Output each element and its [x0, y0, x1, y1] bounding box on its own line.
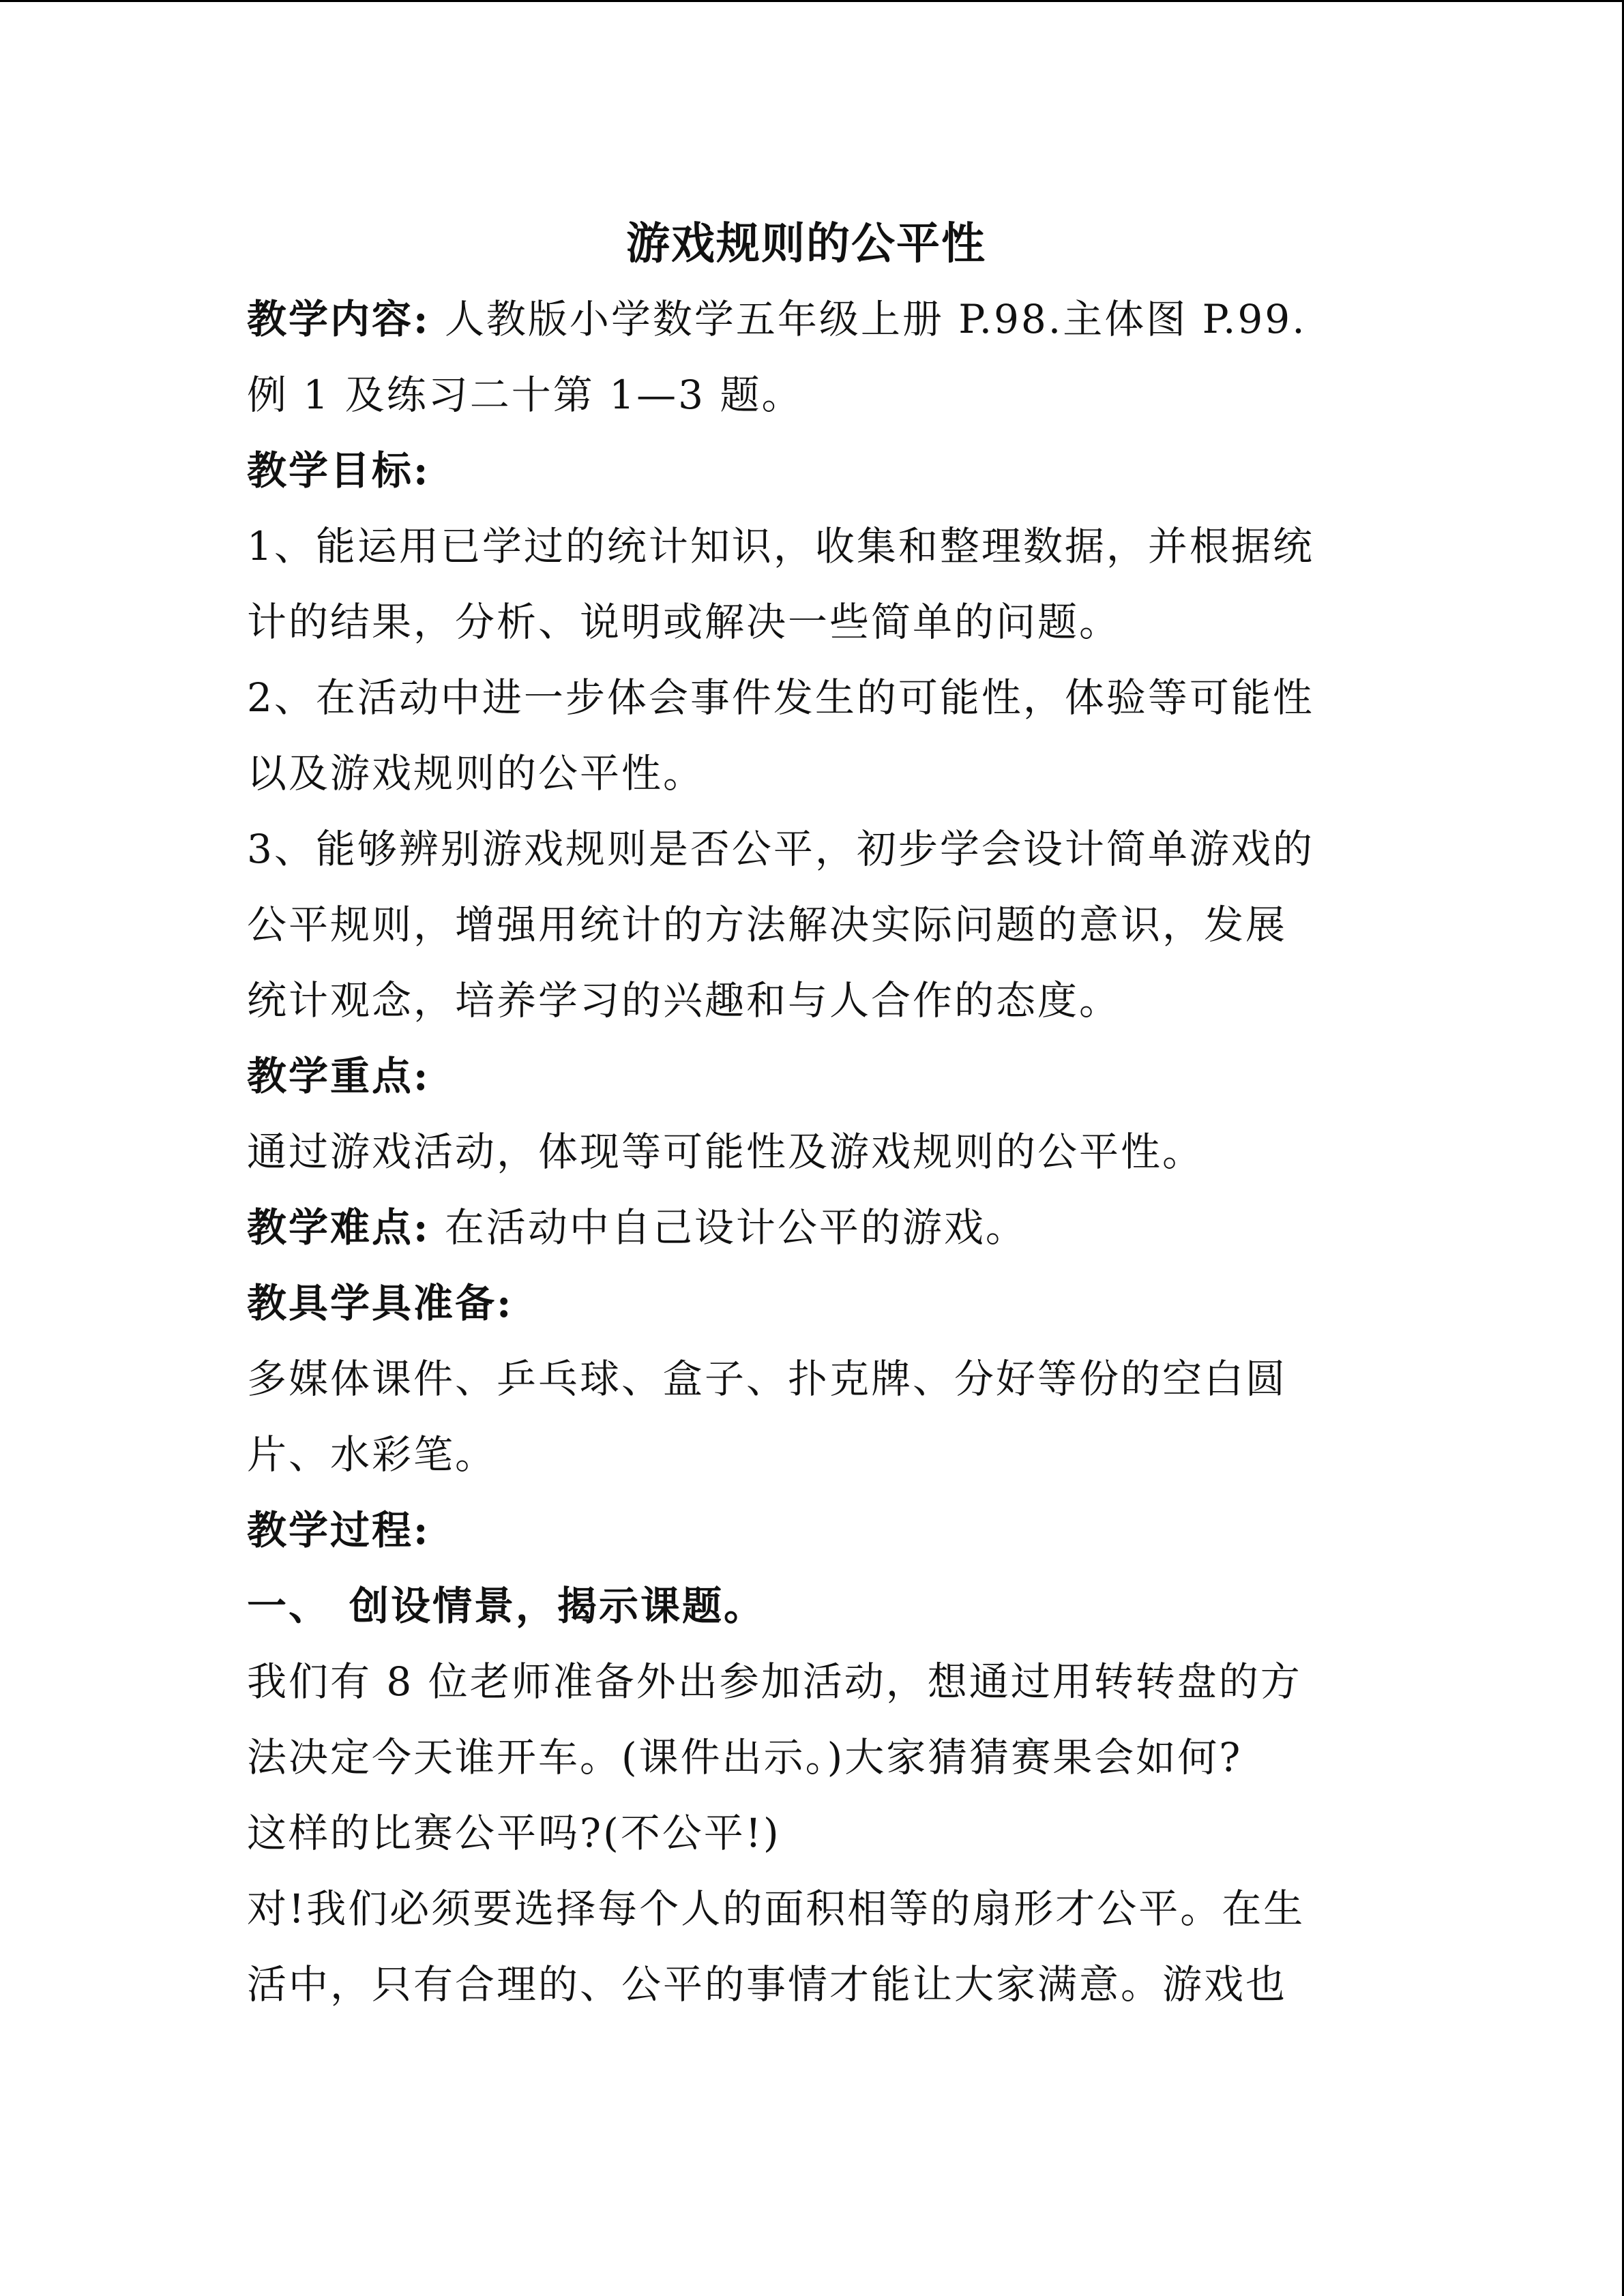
process-line: 这样的比赛公平吗?(不公平!): [247, 1810, 781, 1856]
process-heading: 教学过程:: [247, 1507, 430, 1553]
document-title: 游戏规则的公平性: [626, 218, 986, 269]
objective-line: 计的结果，分析、说明或解决一些简单的问题。: [247, 599, 1121, 645]
section-1-number: 一、: [247, 1583, 331, 1629]
section-1-heading: [247, 1568, 1365, 1644]
difficulty-text: 在活动中自己设计公平的游戏。: [444, 1204, 1027, 1251]
key-points-heading: 教学重点:: [247, 1053, 430, 1099]
document-body: [247, 207, 1365, 2023]
materials-line: 片、水彩笔。: [247, 1431, 497, 1478]
objectives-heading: 教学目标:: [247, 447, 430, 494]
objective-line: 1、能运用已学过的统计知识，收集和整理数据，并根据统: [247, 523, 1314, 569]
difficulty-line: [247, 1190, 1365, 1266]
objective-line: 以及游戏规则的公平性。: [247, 750, 705, 796]
teaching-content-label: 教学内容:: [247, 296, 430, 342]
process-line: 对!我们必须要选择每个人的面积相等的扇形才公平。在生: [247, 1885, 1305, 1932]
section-1-title: 创设情景，揭示课题。: [349, 1583, 766, 1629]
key-points-text: 通过游戏活动，体现等可能性及游戏规则的公平性。: [247, 1129, 1205, 1175]
process-line: 我们有 8 位老师准备外出参加活动，想通过用转转盘的方: [247, 1658, 1302, 1705]
objective-line: 公平规则，增强用统计的方法解决实际问题的意识，发展: [247, 901, 1288, 948]
objective-line: 3、能够辨别游戏规则是否公平，初步学会设计简单游戏的: [247, 826, 1314, 872]
materials-line: 多媒体课件、乒乓球、盒子、扑克牌、分好等份的空白圆: [247, 1356, 1288, 1402]
teaching-content-text: 人教版小学数学五年级上册 P.98.主体图 P.99.: [444, 296, 1307, 342]
teaching-content-line-1: [247, 282, 1365, 357]
objective-line: 2、在活动中进一步体会事件发生的可能性，体验等可能性: [247, 674, 1314, 721]
objective-line: 统计观念，培养学习的兴趣和与人合作的态度。: [247, 977, 1121, 1024]
process-line: 活中，只有合理的、公平的事情才能让大家满意。游戏也: [247, 1961, 1288, 2008]
materials-heading: 教具学具准备:: [247, 1280, 514, 1326]
process-line: 法决定今天谁开车。(课件出示。)大家猜猜赛果会如何?: [247, 1734, 1243, 1780]
teaching-content-line-2: 例 1 及练习二十第 1—3 题。: [247, 372, 803, 418]
difficulty-label: 教学难点:: [247, 1204, 430, 1251]
